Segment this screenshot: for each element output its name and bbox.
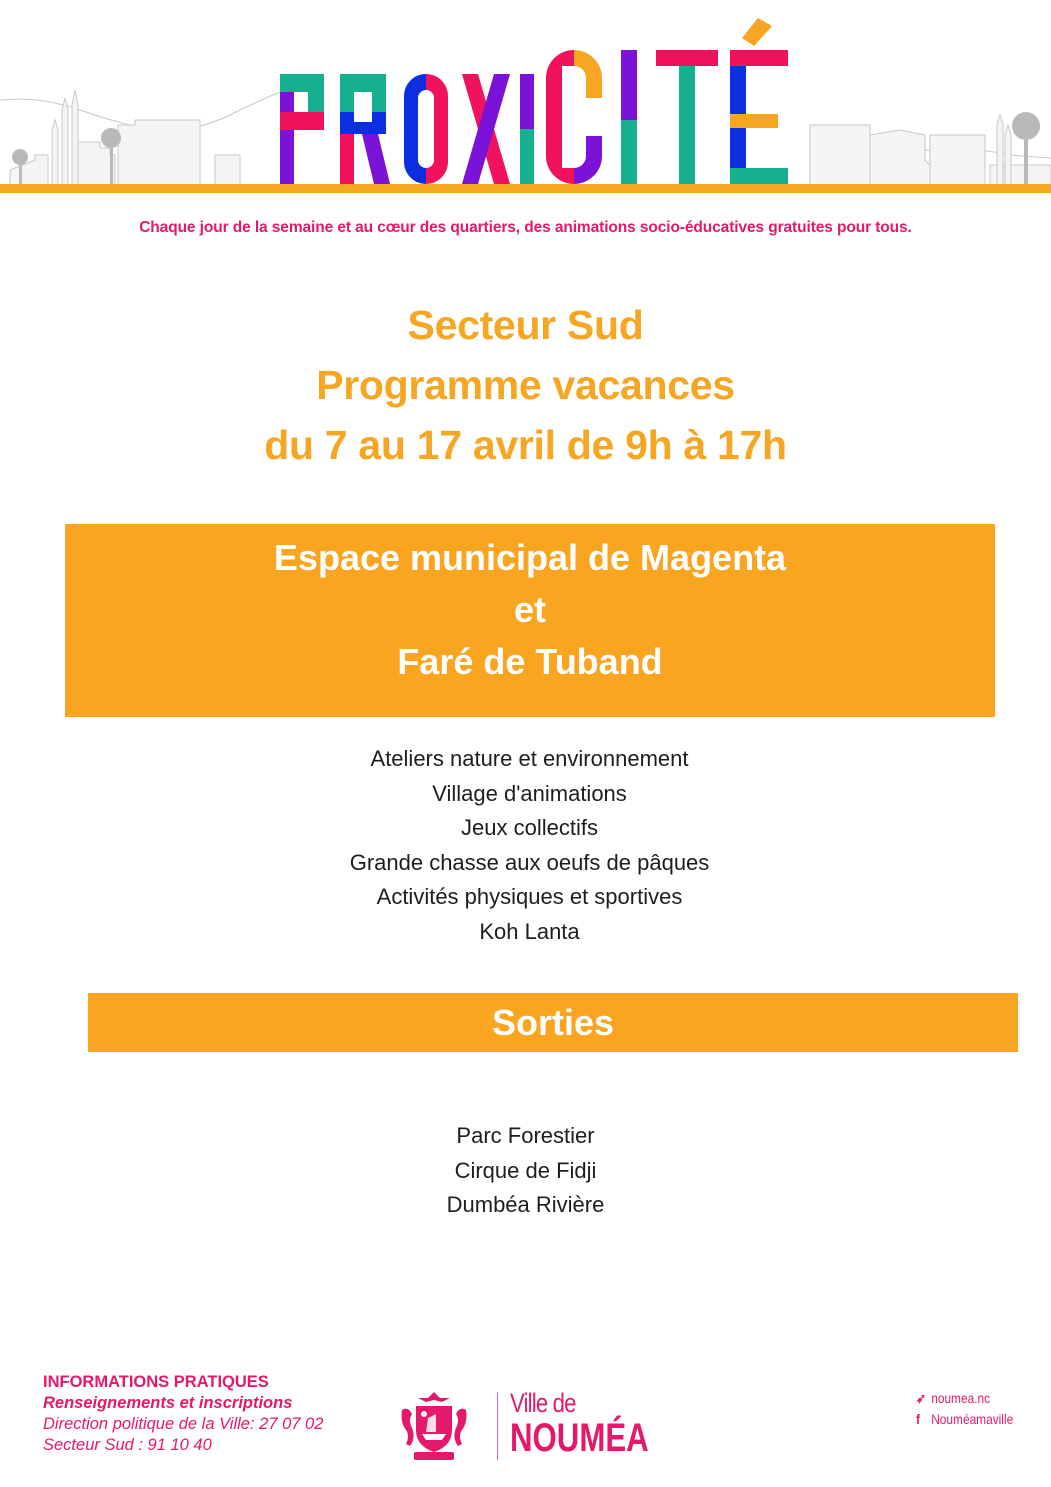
proxicite-logo [278,14,810,186]
sorties-heading: Sorties [491,1002,615,1043]
facebook-label: Nouméamaville [931,1411,1014,1427]
venue-conjunction: et [513,589,546,630]
list-item: Parc Forestier [456,1123,595,1148]
info-heading: INFORMATIONS PRATIQUES [43,1373,269,1391]
list-item: Koh Lanta [479,918,580,944]
header-banner [0,0,1051,200]
facebook-link[interactable] [916,1409,1013,1430]
title-program: Programme vacances [316,362,735,408]
noumea-crest-icon [398,1390,470,1462]
list-item: Activités physiques et sportives [376,884,683,910]
title-sector: Secteur Sud [407,302,644,348]
venue-name-2: Faré de Tuband [397,641,663,682]
practical-info [43,1372,323,1456]
list-item: Village d'animations [432,780,627,806]
venue-name-1: Espace municipal de Magenta [273,537,787,578]
info-phone-sector: Secteur Sud : 91 10 40 [43,1436,212,1454]
logo-ville-de: Ville de [510,1388,576,1418]
facebook-icon: f [916,1411,920,1427]
list-item: Cirque de Fidji [454,1157,597,1183]
info-phone-direction: Direction politique de la Ville: 27 07 02 [43,1415,324,1433]
list-item: Grande chasse aux oeufs de pâques [349,849,710,875]
sorties-heading-banner [88,993,1018,1052]
list-item: Dumbéa Rivière [446,1192,605,1217]
outings-list [0,1119,1051,1223]
paper-plane-icon: ➶ [916,1390,926,1406]
activities-list [0,742,1051,950]
title-dates: du 7 au 17 avril de 9h à 17h [264,422,787,468]
list-item: Ateliers nature et environnement [370,746,689,771]
ville-de-noumea-logo [398,1386,658,1466]
program-title [0,295,1051,475]
website-label: noumea.nc [931,1390,991,1406]
tagline: Chaque jour de la semaine et au cœur des quartiers, des animations socio-éducatives gratuites pour tous. [139,219,912,236]
info-subheading: Renseignements et inscriptions [43,1394,293,1412]
website-link[interactable] [916,1388,1013,1409]
social-links [916,1388,1030,1430]
banner-underline-bar [0,184,1051,193]
logo-noumea: NOUMÉA [510,1416,649,1460]
venue-banner [65,524,995,717]
list-item: Jeux collectifs [461,815,598,841]
logo-divider [497,1392,498,1460]
